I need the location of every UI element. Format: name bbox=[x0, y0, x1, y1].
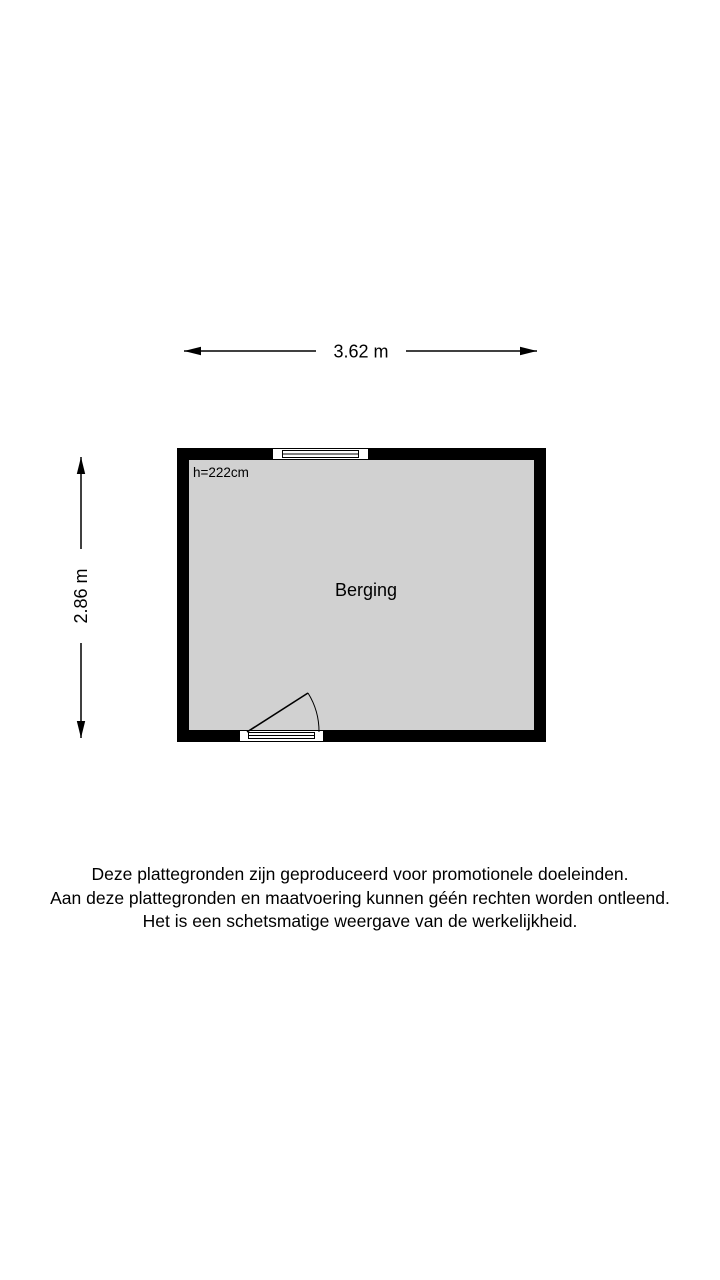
height-dimension bbox=[71, 457, 91, 738]
ceiling-height-label: h=222cm bbox=[193, 465, 249, 480]
room-berging bbox=[177, 448, 546, 742]
disclaimer-line: Het is een schetsmatige weergave van de werkelijkheid. bbox=[142, 911, 578, 932]
arrowhead-up-icon bbox=[77, 457, 85, 474]
window-symbol bbox=[273, 449, 369, 460]
disclaimer bbox=[0, 863, 720, 934]
width-dimension-label: 3.62 m bbox=[333, 341, 389, 362]
arrowhead-left-icon bbox=[184, 347, 201, 355]
room-name-label: Berging bbox=[334, 580, 398, 600]
disclaimer-line: Aan deze plattegronden en maatvoering kunnen géén rechten worden ontleend. bbox=[50, 887, 670, 908]
width-dimension bbox=[184, 342, 537, 362]
disclaimer-line: Deze plattegronden zijn geproduceerd voor promotionele doeleinden. bbox=[91, 864, 629, 884]
arrowhead-right-icon bbox=[520, 347, 537, 355]
height-dimension-label: 2.86 m bbox=[71, 568, 91, 624]
arrowhead-down-icon bbox=[77, 721, 85, 738]
